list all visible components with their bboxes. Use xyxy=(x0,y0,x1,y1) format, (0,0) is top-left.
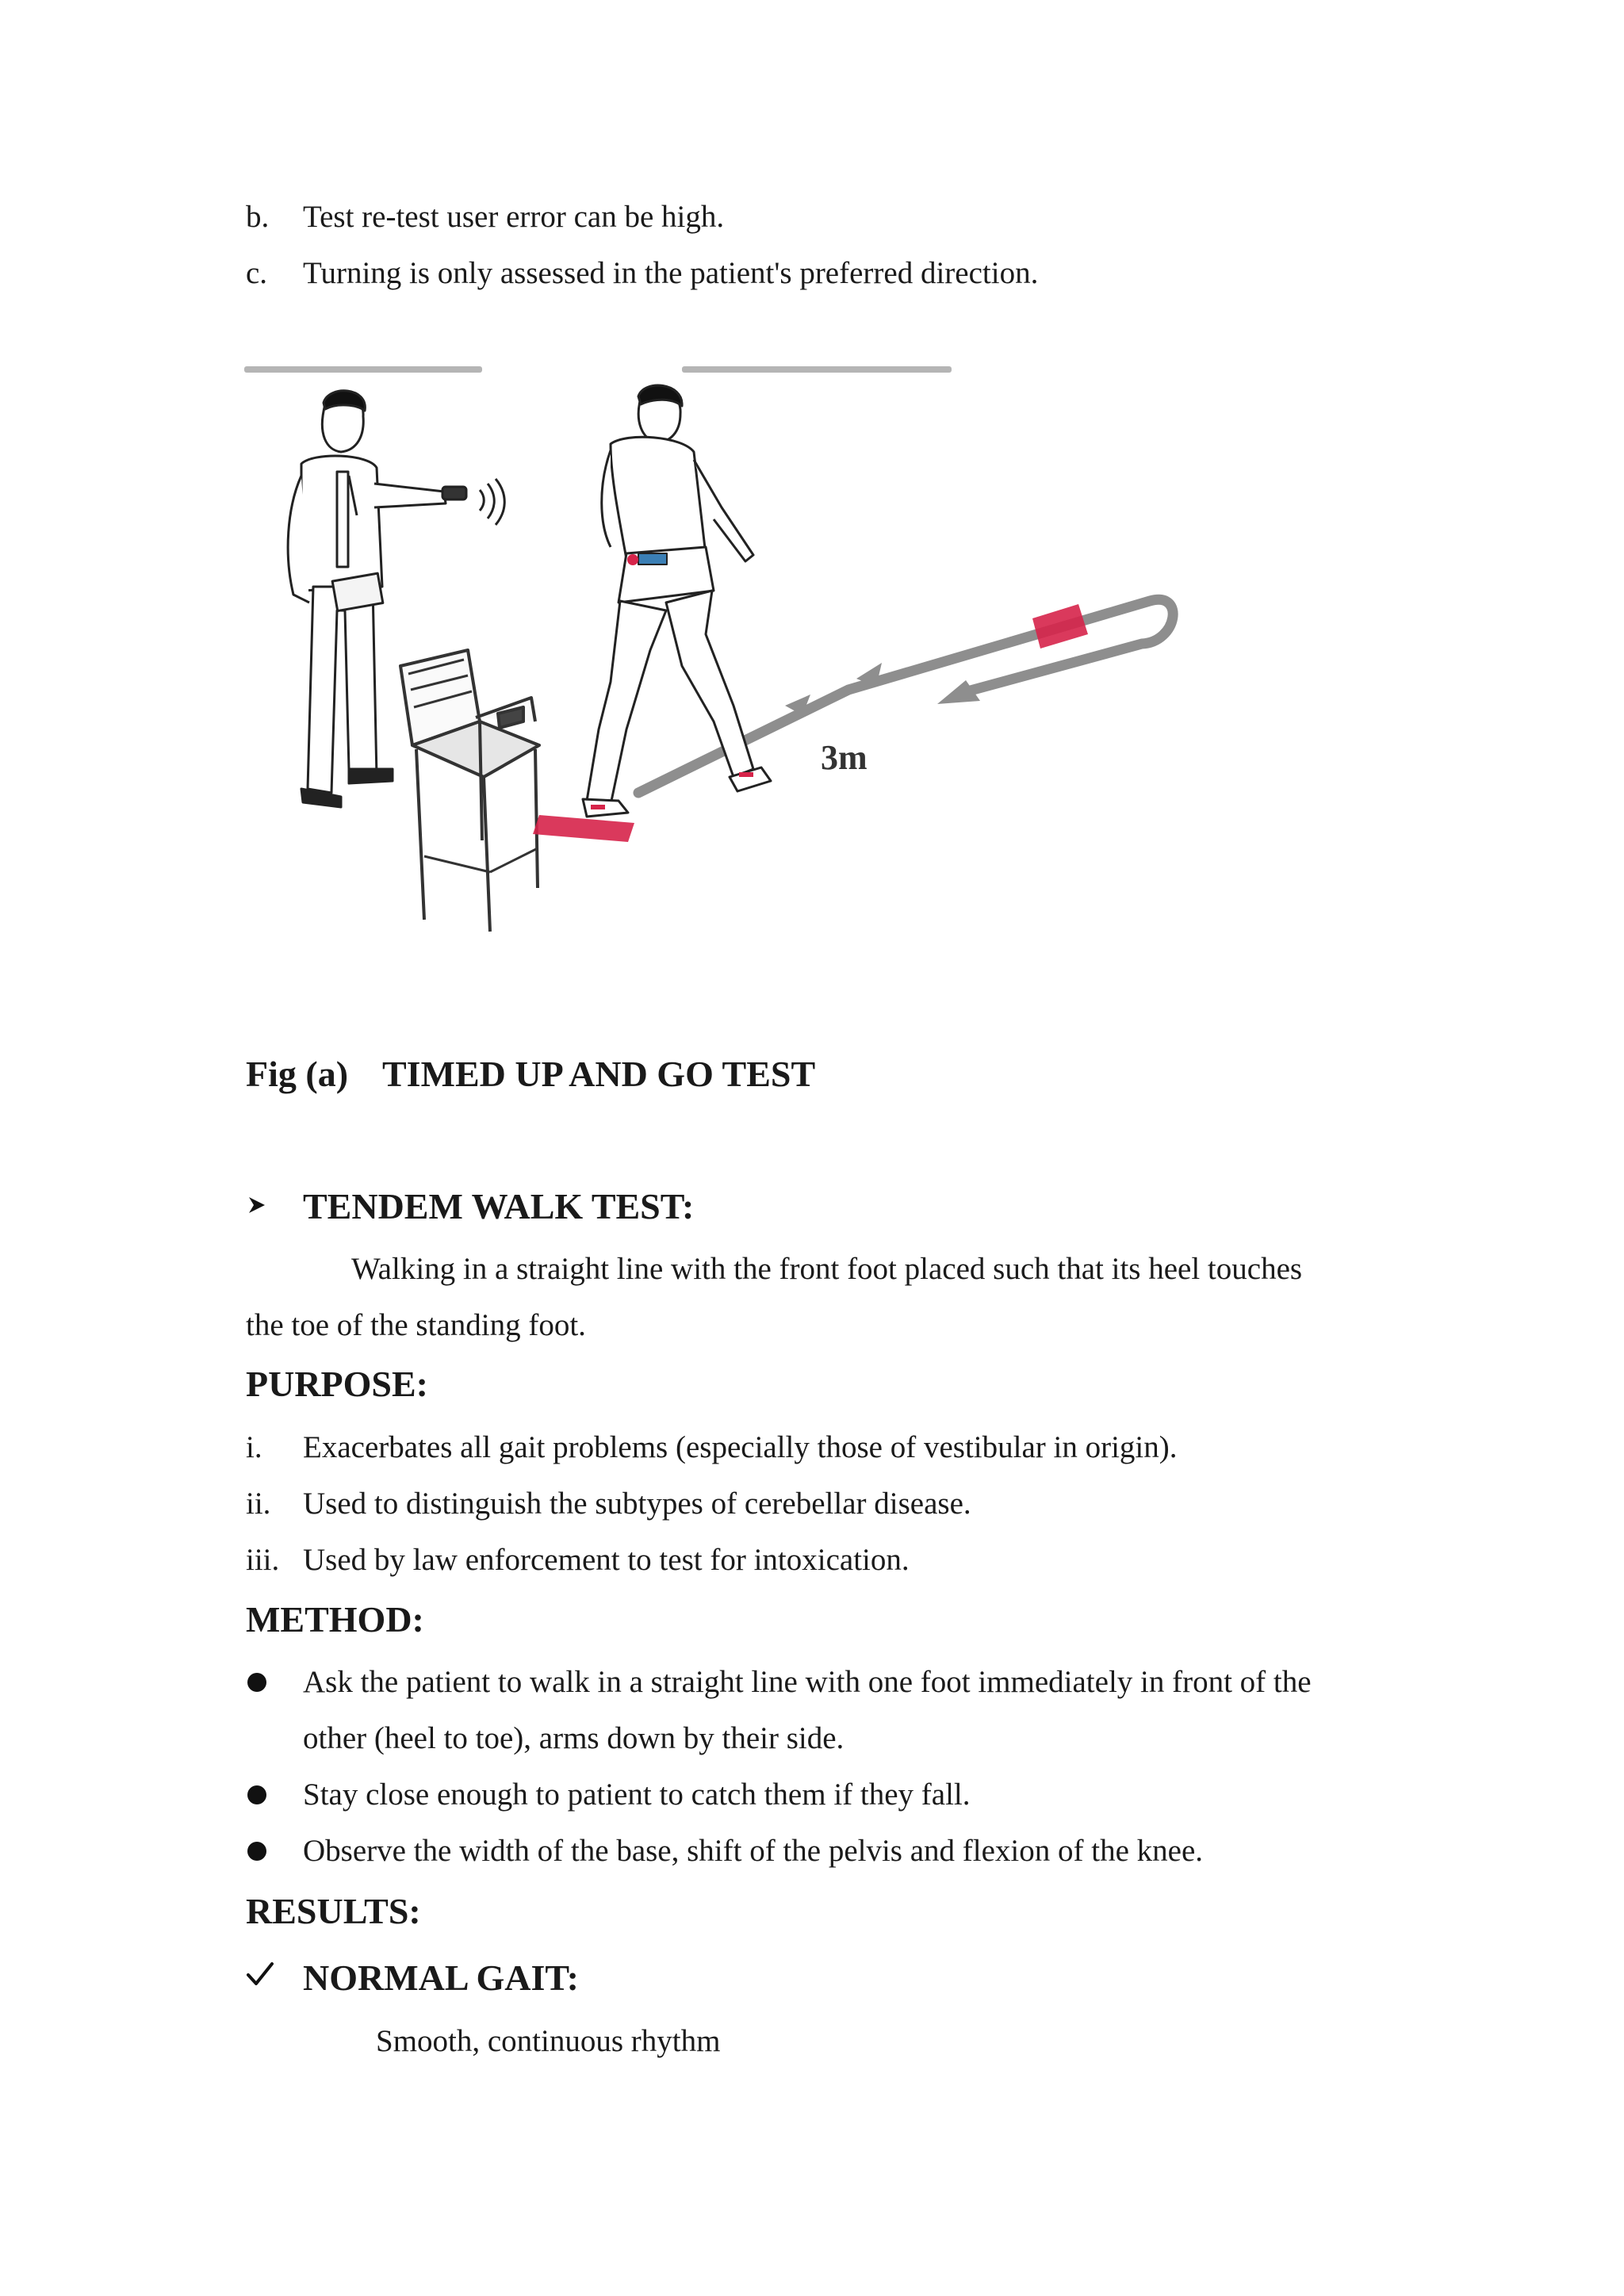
tendem-description: Walking in a straight line with the front foot placed such that its heel touches xyxy=(351,1252,1303,1286)
tendem-description-cont: the toe of the standing foot. xyxy=(246,1308,586,1342)
list-item: Test re-test user error can be high. xyxy=(303,200,725,234)
list-item: Exacerbates all gait problems (especially those of vestibular in origin). xyxy=(303,1430,1178,1464)
section-heading-tendem: TENDEM WALK TEST: xyxy=(303,1186,695,1226)
list-marker: b. xyxy=(246,200,270,234)
checkmark-icon xyxy=(246,1961,274,1987)
normal-gait-description: Smooth, continuous rhythm xyxy=(376,2024,721,2058)
list-item: Ask the patient to walk in a straight line with one foot immediately in front of the xyxy=(303,1665,1312,1699)
list-item: Used by law enforcement to test for intoxication. xyxy=(303,1543,910,1577)
start-line xyxy=(533,815,634,842)
list-item-cont: other (heel to toe), arms down by their side. xyxy=(303,1721,845,1755)
list-item: Turning is only assessed in the patient's preferred direction. xyxy=(303,256,1039,290)
list-marker: c. xyxy=(246,256,268,290)
timed-up-and-go-illustration xyxy=(238,349,1189,991)
figure-caption-label: Fig (a) xyxy=(246,1054,349,1094)
list-item: Stay close enough to patient to catch them if they fall. xyxy=(303,1777,971,1812)
section-heading-method: METHOD: xyxy=(246,1599,424,1640)
arrowhead-bullet-icon xyxy=(247,1196,266,1215)
subheading-normal-gait: NORMAL GAIT: xyxy=(303,1957,579,1998)
list-marker: ii. xyxy=(246,1487,271,1521)
section-heading-purpose: PURPOSE: xyxy=(246,1364,428,1404)
turn-line xyxy=(1032,604,1088,649)
blurred-header-remnant xyxy=(244,366,952,373)
chair xyxy=(400,650,539,932)
list-marker: i. xyxy=(246,1430,262,1464)
filled-circle-bullet-icon xyxy=(247,1842,266,1861)
section-heading-results: RESULTS: xyxy=(246,1891,421,1931)
list-item: Used to distinguish the subtypes of cerebellar disease. xyxy=(303,1487,971,1521)
filled-circle-bullet-icon xyxy=(247,1785,266,1804)
list-marker: iii. xyxy=(246,1543,280,1577)
list-item: Observe the width of the base, shift of the pelvis and flexion of the knee. xyxy=(303,1834,1204,1868)
walking-patient xyxy=(583,385,771,817)
stopwatch-icon xyxy=(442,479,504,525)
figure-caption-title: TIMED UP AND GO TEST xyxy=(382,1054,816,1094)
filled-circle-bullet-icon xyxy=(247,1673,266,1692)
distance-label: 3m xyxy=(821,738,868,777)
